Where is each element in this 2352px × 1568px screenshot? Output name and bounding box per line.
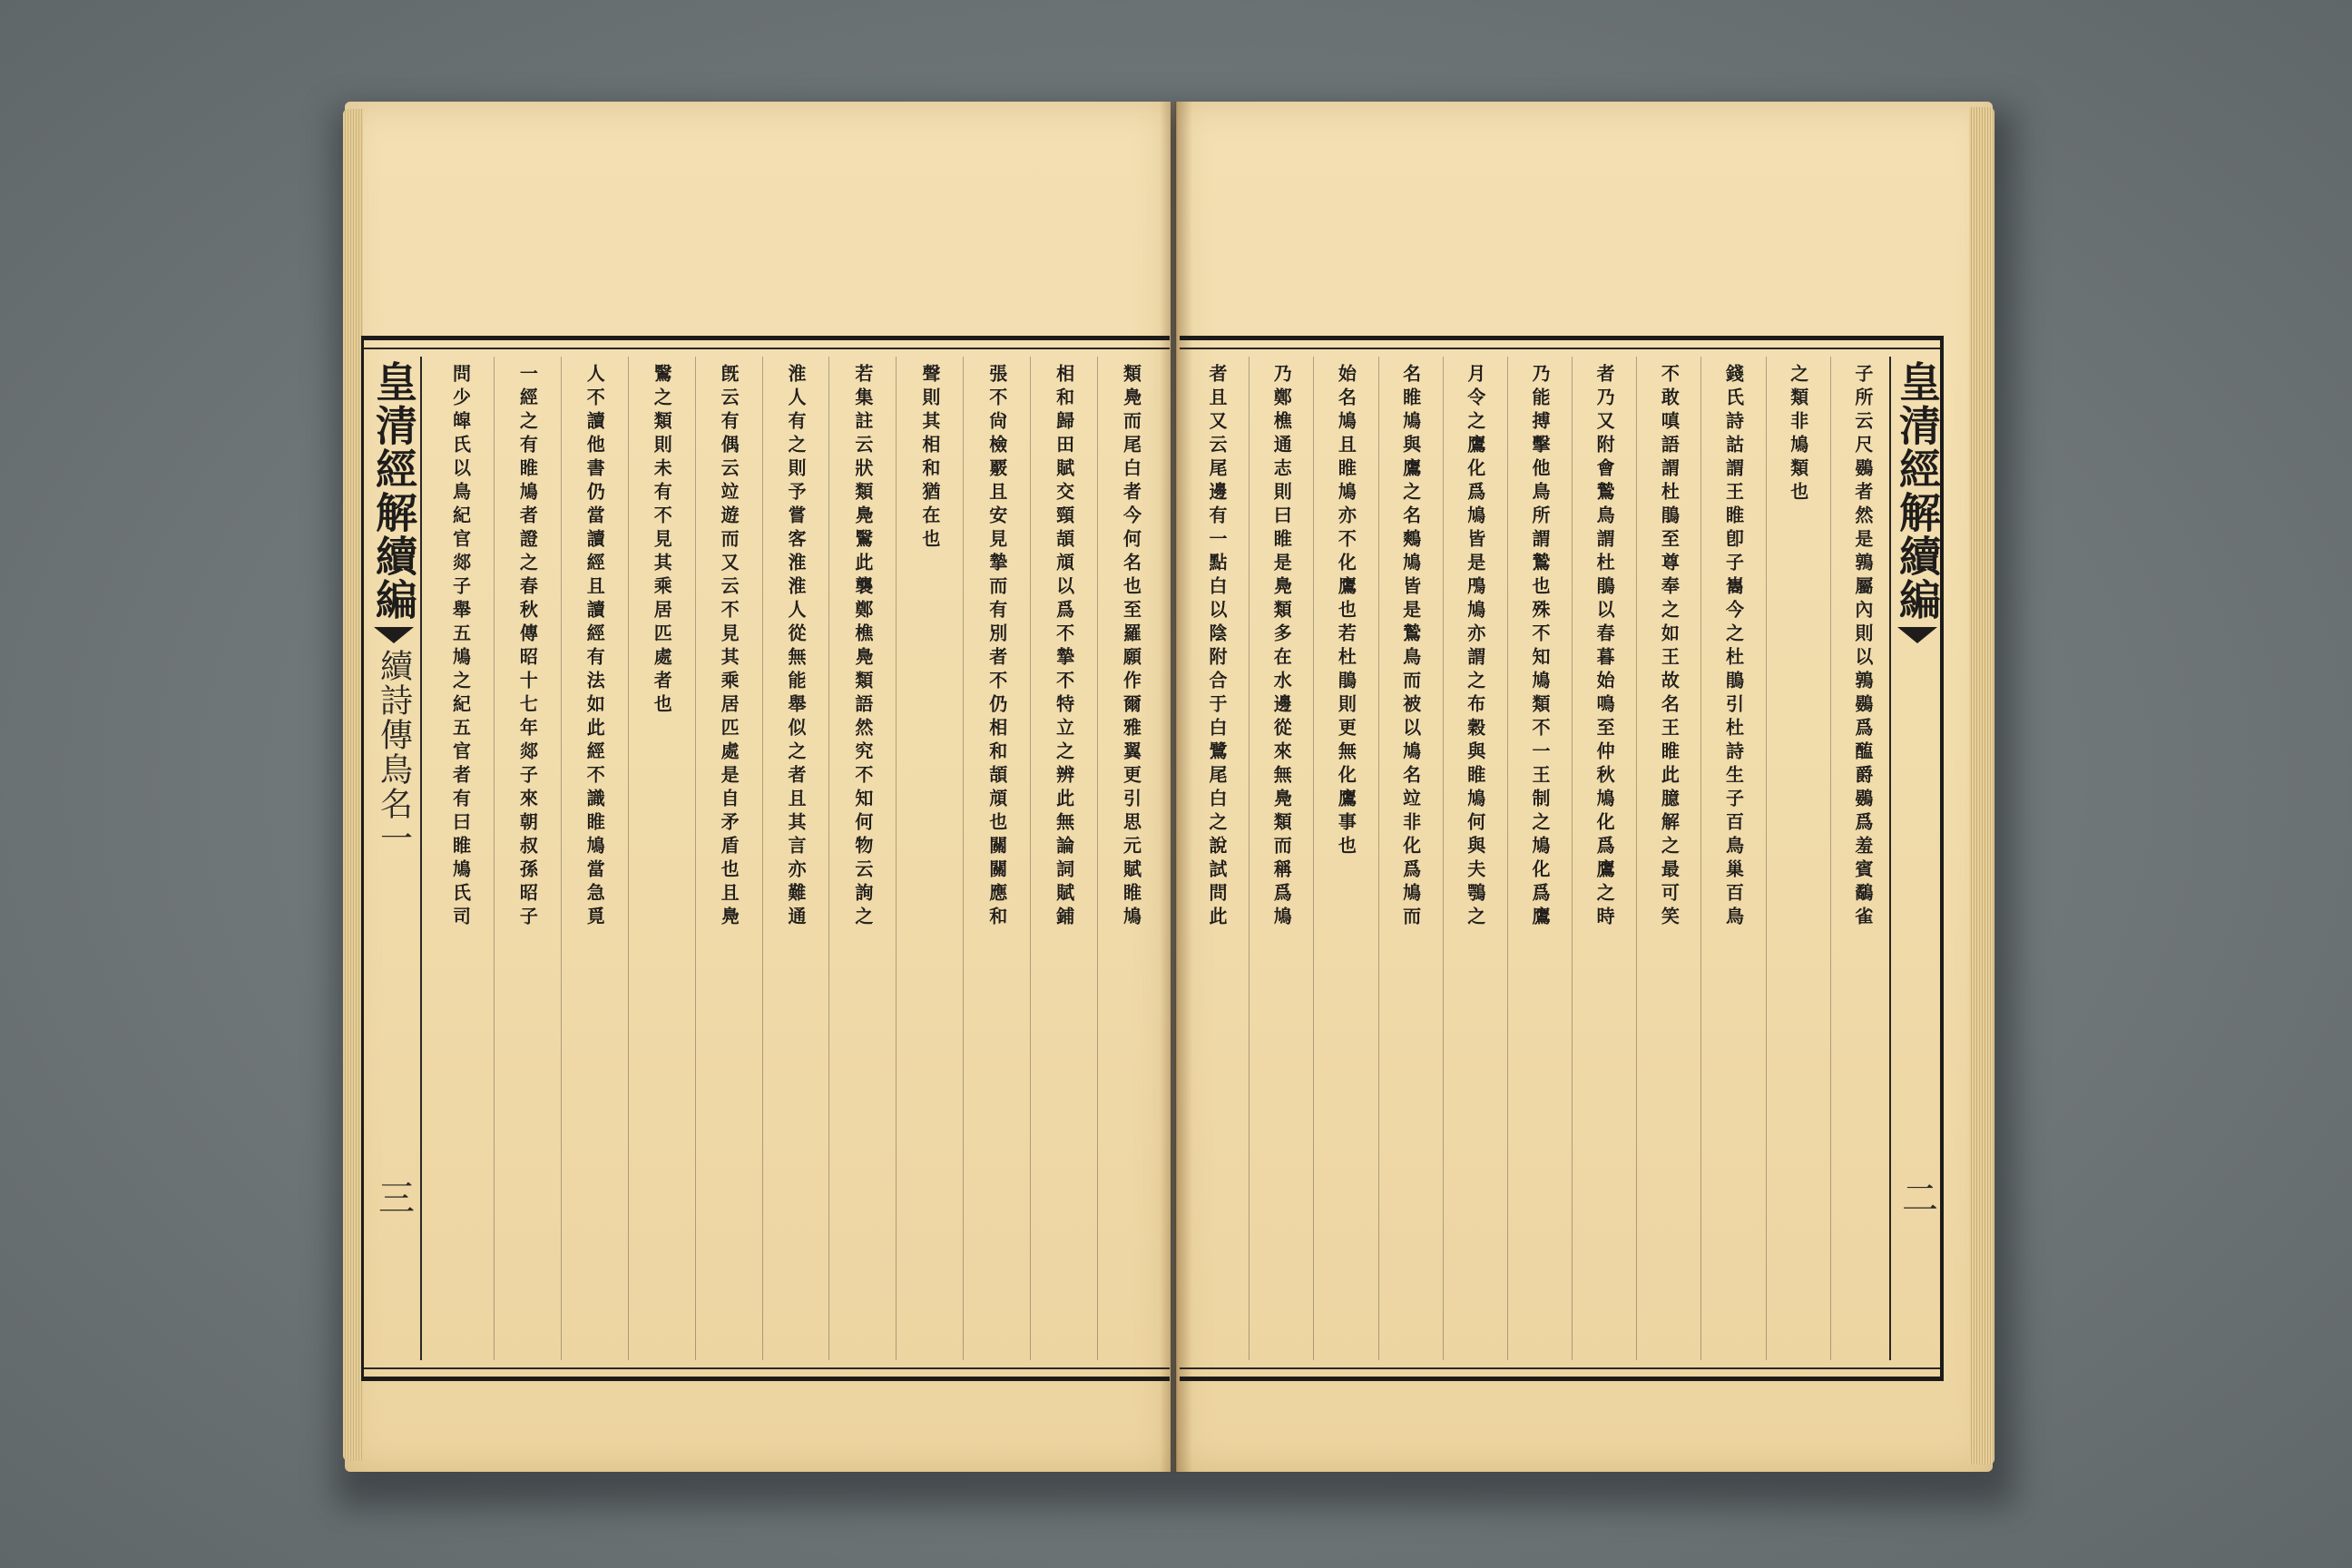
column-text: 若集註云狀類鳧鷖此襲鄭樵鳧類語然究不知何物云詢之 <box>851 364 874 930</box>
column-text: 者且又云尾邊有一點白以陰附合于白鷺尾白之說試問此 <box>1206 364 1229 930</box>
text-column <box>494 357 561 1360</box>
text-column <box>695 357 762 1360</box>
column-text: 人不讀他書仍當讀經且讀經有法如此經不識睢鳩當急覓 <box>583 364 606 930</box>
left-page-edges <box>343 109 363 1461</box>
text-column <box>1507 357 1572 1360</box>
right-banxin-title: 皇清經解續編 <box>1893 360 1942 622</box>
left-banxin-subtitle: 續詩傳鳥名一 <box>375 649 413 856</box>
column-text: 鷖之類則未有不見其乘居匹處者也 <box>651 364 673 718</box>
right-banxin <box>1889 357 1944 1360</box>
right-columns <box>1185 357 1895 1360</box>
left-banxin <box>368 357 422 1360</box>
text-column <box>1572 357 1636 1360</box>
column-text: 不敢嗔語謂杜鵑至尊奉之如王故名王睢此臆解之最可笑 <box>1658 364 1681 930</box>
column-text: 月令之鷹化爲鳩皆是鳲鳩亦謂之布穀與睢鳩何與夫鶚之 <box>1464 364 1486 930</box>
column-text: 類鳧而尾白者今何名也至羅願作爾雅翼更引思元賦睢鳩 <box>1120 364 1142 930</box>
text-column <box>1636 357 1700 1360</box>
left-columns <box>427 357 1164 1360</box>
right-page-number: 二 <box>1896 1179 1938 1215</box>
text-column <box>828 357 896 1360</box>
text-column <box>762 357 829 1360</box>
left-text-frame <box>361 336 1170 1381</box>
text-column <box>561 357 628 1360</box>
text-column <box>1030 357 1097 1360</box>
text-column <box>1700 357 1765 1360</box>
text-column <box>1097 357 1164 1360</box>
column-text: 張不尙檢覈且安見摯而有別者不仍相和頡頏也關關應和 <box>985 364 1008 930</box>
text-column <box>427 357 494 1360</box>
text-column <box>896 357 963 1360</box>
column-text: 子所云尺鷃者然是鶉屬內則以鶉鷃爲醢爵鷃爲羞賓鷸雀 <box>1851 364 1874 930</box>
column-text: 乃能搏擊他鳥所謂鷙也殊不知鳩類不一王制之鳩化爲鷹 <box>1528 364 1551 930</box>
column-text: 者乃又附會鷙鳥謂杜鵑以春暮始鳴至仲秋鳩化爲鷹之時 <box>1593 364 1616 930</box>
left-banxin-title: 皇清經解續編 <box>369 360 418 622</box>
left-page-number: 三 <box>372 1179 415 1215</box>
column-text: 乃鄭樵通志則曰睢是鳧類多在水邊從來無鳧類而稱爲鳩 <box>1270 364 1293 930</box>
fishtail-mark <box>374 627 414 643</box>
column-text: 相和歸田賦交頸頡頏以爲不摯不特立之辨此無論詞賦鋪 <box>1053 364 1075 930</box>
column-text: 旣云有偶云竝遊而又云不見其乘居匹處是自矛盾也且鳧 <box>718 364 740 930</box>
text-column <box>1313 357 1377 1360</box>
text-column <box>1378 357 1443 1360</box>
column-text: 始名鳩且睢鳩亦不化鷹也若杜鵑則更無化鷹事也 <box>1335 364 1357 859</box>
column-text: 一經之有睢鳩者證之春秋傳昭十七年郯子來朝叔孫昭子 <box>516 364 539 930</box>
column-text: 淮人有之則予嘗客淮淮人從無能舉似之者且其言亦難通 <box>785 364 808 930</box>
text-column <box>1830 357 1895 1360</box>
text-column <box>628 357 695 1360</box>
text-column <box>963 357 1030 1360</box>
column-text: 錢氏詩詁謂王睢卽子巂今之杜鵑引杜詩生子百鳥巢百鳥 <box>1722 364 1745 930</box>
column-text: 之類非鳩類也 <box>1787 364 1809 505</box>
fishtail-mark <box>1897 627 1937 643</box>
text-column <box>1443 357 1507 1360</box>
text-column <box>1766 357 1830 1360</box>
column-text: 問少皡氏以鳥紀官郯子舉五鳩之紀五官者有曰睢鳩氏司 <box>449 364 472 930</box>
frame-inner-line-bottom <box>364 1367 1170 1369</box>
right-text-frame <box>1180 336 1944 1381</box>
frame-inner-line-top <box>364 348 1170 349</box>
right-page-edges <box>1969 107 1994 1465</box>
column-text: 名睢鳩與鷹之名鷞鳩皆是鷙鳥而被以鳩名竝非化爲鳩而 <box>1399 364 1422 930</box>
text-column <box>1185 357 1249 1360</box>
frame-inner-line-top <box>1180 348 1940 349</box>
frame-inner-line-bottom <box>1180 1367 1940 1369</box>
text-column <box>1249 357 1313 1360</box>
column-text: 聲則其相和猶在也 <box>918 364 941 553</box>
